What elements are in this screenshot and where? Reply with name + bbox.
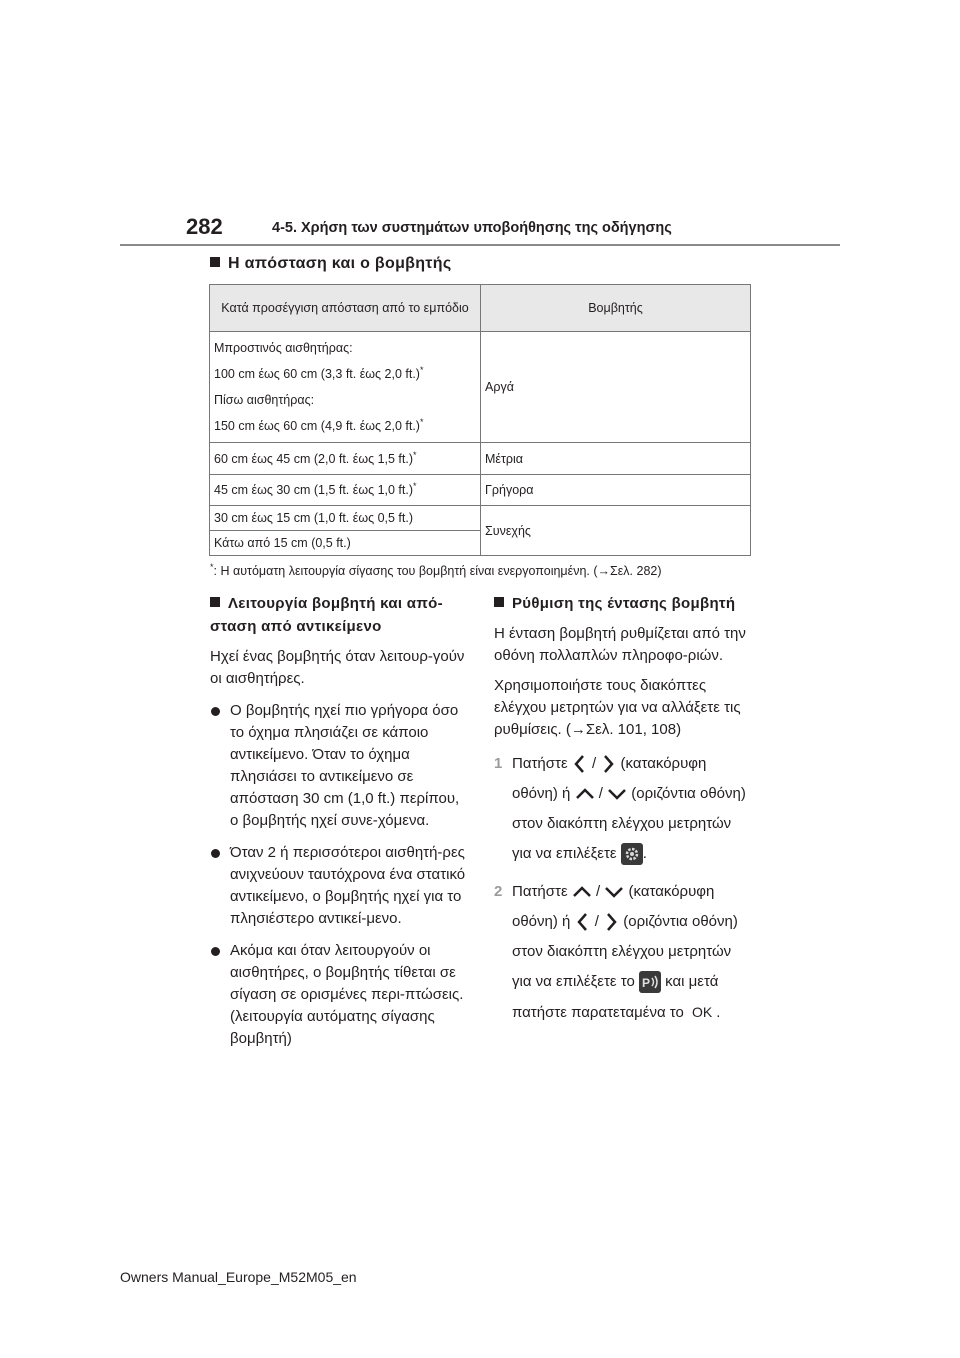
svg-text:P: P bbox=[641, 976, 650, 991]
chevron-down-icon bbox=[607, 787, 627, 801]
distance-buzzer-table bbox=[209, 284, 751, 556]
distance-cell: 30 cm έως 15 cm (1,0 ft. έως 0,5 ft.) bbox=[210, 506, 481, 531]
distance-cell: 60 cm έως 45 cm (2,0 ft. έως 1,5 ft.)* bbox=[210, 443, 481, 475]
rear-range: 150 cm έως 60 cm (4,9 ft. έως 2,0 ft.)* bbox=[214, 416, 424, 433]
step-number: 2 bbox=[494, 883, 503, 900]
list-item: Όταν 2 ή περισσότεροι αισθητή-ρες ανιχνεύουν ταυτόχρονα ένα στατικό αντικείμενο, ο βομβητής ηχεί για το πλησιέστερο αντικεί-μενο. bbox=[210, 842, 468, 930]
distance-cell bbox=[210, 332, 481, 443]
table-footnote: *: Η αυτόματη λειτουργία σίγασης του βομβητή είναι ενεργοποιημένη. (→Σελ. 282) bbox=[210, 561, 662, 578]
switches-paragraph: Χρησιμοποιήστε τους διακόπτες ελέγχου μετρητών για να αλλάξετε τις ρυθμίσεις. (→Σελ. 101, 108) bbox=[494, 677, 741, 738]
table-header-row bbox=[210, 285, 751, 332]
right-column bbox=[494, 592, 750, 1028]
volume-heading: Ρύθμιση της έντασης βομβητή bbox=[494, 592, 750, 615]
table-row bbox=[210, 332, 751, 443]
parking-sensor-icon bbox=[639, 971, 661, 993]
chevron-right-icon bbox=[603, 912, 619, 932]
step-number: 1 bbox=[494, 755, 503, 772]
left-column bbox=[210, 592, 468, 1050]
square-bullet-icon bbox=[210, 257, 220, 267]
header-divider bbox=[120, 244, 840, 246]
list-item: Ακόμα και όταν λειτουργούν οι αισθητήρες, ο βομβητής τίθεται σε σίγαση σε ορισμένες περι-πτώσεις. (λειτουργία αυτόματης σίγασης βομβητή) bbox=[210, 940, 468, 1050]
list-item: Ο βομβητής ηχεί πιο γρήγορα όσο το όχημα πλησιάζει σε κάποιο αντικείμενο. Όταν το όχημα πλησιάσει το αντικείμενο σε απόσταση 30 cm (1,0 ft.) περίπου, ο βομβητής ηχεί συνε-χόμενα. bbox=[210, 700, 468, 832]
column-header-buzzer: Βομβητής bbox=[481, 285, 751, 332]
section-title: 4-5. Χρήση των συστημάτων υποβοήθησης της οδήγησης bbox=[272, 220, 672, 236]
distance-cell: 45 cm έως 30 cm (1,5 ft. έως 1,0 ft.)* bbox=[210, 475, 481, 506]
volume-paragraph: Η ένταση βομβητή ρυθμίζεται από την οθόνη πολλαπλών πληροφο-ριών. bbox=[494, 625, 746, 664]
chevron-left-icon bbox=[575, 912, 591, 932]
table-heading-text: Η απόσταση και ο βομβητής bbox=[228, 255, 452, 272]
ok-button-symbol: OK bbox=[692, 1004, 713, 1020]
table-heading bbox=[210, 255, 451, 273]
chevron-up-icon bbox=[575, 787, 595, 801]
step-1: 1 Πατήστε / (κατακόρυφη οθόνη) ή / (οριζόντια οθόνη) στον διακόπτη ελέγχου μετρητών για να επιλέξετε . bbox=[494, 749, 750, 869]
table-row bbox=[210, 475, 751, 506]
chevron-right-icon bbox=[600, 754, 616, 774]
chevron-left-icon bbox=[572, 754, 588, 774]
buzzer-cell: Μέτρια bbox=[481, 443, 751, 475]
table-row bbox=[210, 443, 751, 475]
chevron-down-icon bbox=[604, 885, 624, 899]
front-sensor-label: Μπροστινός αισθητήρας: bbox=[214, 341, 353, 355]
square-bullet-icon bbox=[494, 597, 504, 607]
buzzer-operation-heading: Λειτουργία βομβητή και από-σταση από αντικείμενο bbox=[210, 595, 443, 635]
buzzer-cell: Αργά bbox=[481, 332, 751, 443]
table-row bbox=[210, 506, 751, 531]
chevron-up-icon bbox=[572, 885, 592, 899]
buzzer-cell: Συνεχής bbox=[481, 506, 751, 556]
bullet-dot-icon bbox=[211, 947, 220, 956]
page-number: 282 bbox=[186, 214, 223, 239]
rear-sensor-label: Πίσω αισθητήρας: bbox=[214, 393, 315, 407]
bullet-dot-icon bbox=[211, 707, 220, 716]
buzzer-cell: Γρήγορα bbox=[481, 475, 751, 506]
intro-paragraph: Ηχεί ένας βομβητής όταν λειτουρ-γούν οι αισθητήρες. bbox=[210, 648, 465, 687]
footer-text: Owners Manual_Europe_M52M05_en bbox=[120, 1269, 357, 1285]
square-bullet-icon bbox=[210, 597, 220, 607]
column-header-distance: Κατά προσέγγιση απόσταση από το εμπόδιο bbox=[210, 285, 481, 332]
step-2: 2 Πατήστε / (κατακόρυφη οθόνη) ή / (οριζόντια οθόνη) στον διακόπτη ελέγχου μετρητών για να επιλέξετε το P και μετά πατήστε παρατεταμένα το OK . bbox=[494, 877, 750, 1028]
bullet-dot-icon bbox=[211, 849, 220, 858]
distance-cell: Κάτω από 15 cm (0,5 ft.) bbox=[210, 531, 481, 556]
front-range: 100 cm έως 60 cm (3,3 ft. έως 2,0 ft.)* bbox=[214, 364, 424, 381]
gear-icon bbox=[621, 843, 643, 865]
